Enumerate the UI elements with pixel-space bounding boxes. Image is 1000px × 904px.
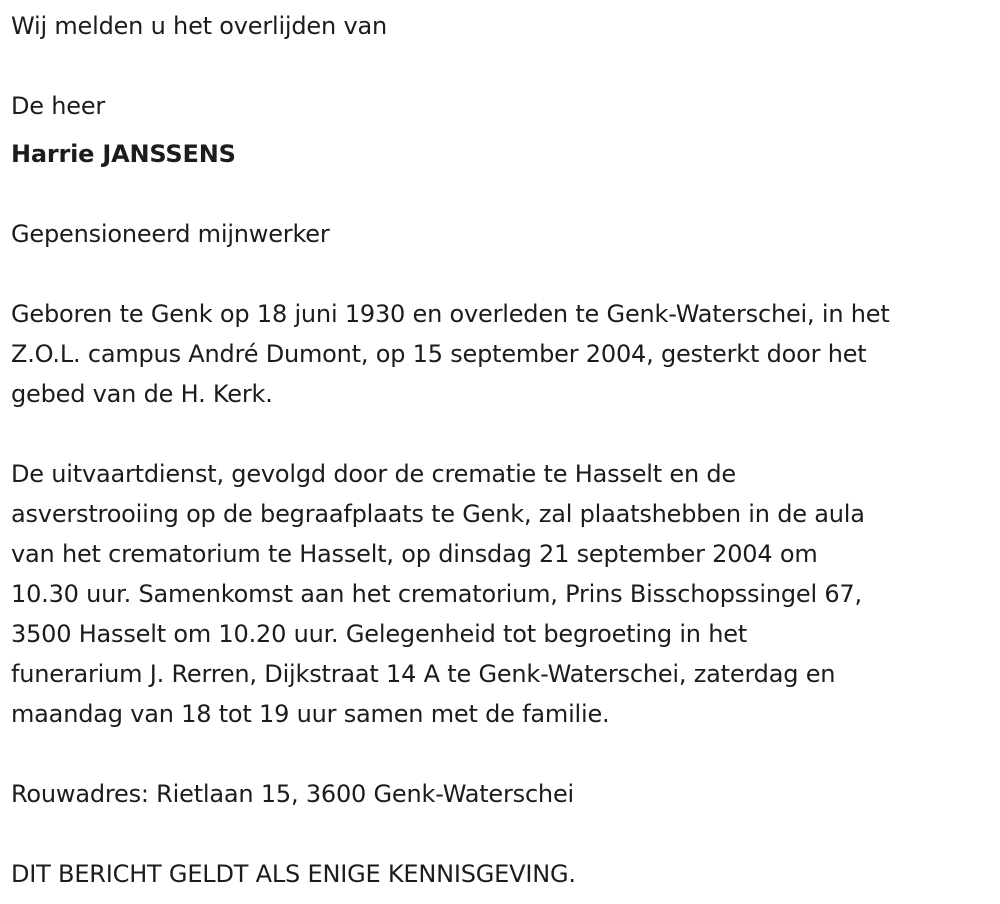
funeral-line: funerarium J. Rerren, Dijkstraat 14 A te Genk-Waterschei, zaterdag en xyxy=(11,660,836,688)
funeral-paragraph xyxy=(11,454,992,734)
birth-death-paragraph xyxy=(11,294,992,414)
birth-death-line: gebed van de H. Kerk. xyxy=(11,380,273,408)
funeral-line: asverstrooiing op de begraafplaats te Genk, zal plaatshebben in de aula xyxy=(11,500,865,528)
intro-line: Wij melden u het overlijden van xyxy=(11,12,387,40)
mourning-address: Rouwadres: Rietlaan 15, 3600 Genk-Waterschei xyxy=(11,780,574,808)
occupation: Gepensioneerd mijnwerker xyxy=(11,220,330,248)
birth-death-line: Geboren te Genk op 18 juni 1930 en overleden te Genk-Waterschei, in het xyxy=(11,300,890,328)
funeral-line: maandag van 18 tot 19 uur samen met de familie. xyxy=(11,700,610,728)
deceased-name: Harrie JANSSENS xyxy=(11,140,236,168)
funeral-line: De uitvaartdienst, gevolgd door de crematie te Hasselt en de xyxy=(11,460,736,488)
funeral-line: van het crematorium te Hasselt, op dinsdag 21 september 2004 om xyxy=(11,540,818,568)
birth-death-line: Z.O.L. campus André Dumont, op 15 september 2004, gesterkt door het xyxy=(11,340,867,368)
closing-statement: DIT BERICHT GELDT ALS ENIGE KENNISGEVING. xyxy=(11,860,576,888)
funeral-line: 3500 Hasselt om 10.20 uur. Gelegenheid tot begroeting in het xyxy=(11,620,748,648)
funeral-line: 10.30 uur. Samenkomst aan het crematorium, Prins Bisschopssingel 67, xyxy=(11,580,862,608)
salutation: De heer xyxy=(11,92,106,120)
